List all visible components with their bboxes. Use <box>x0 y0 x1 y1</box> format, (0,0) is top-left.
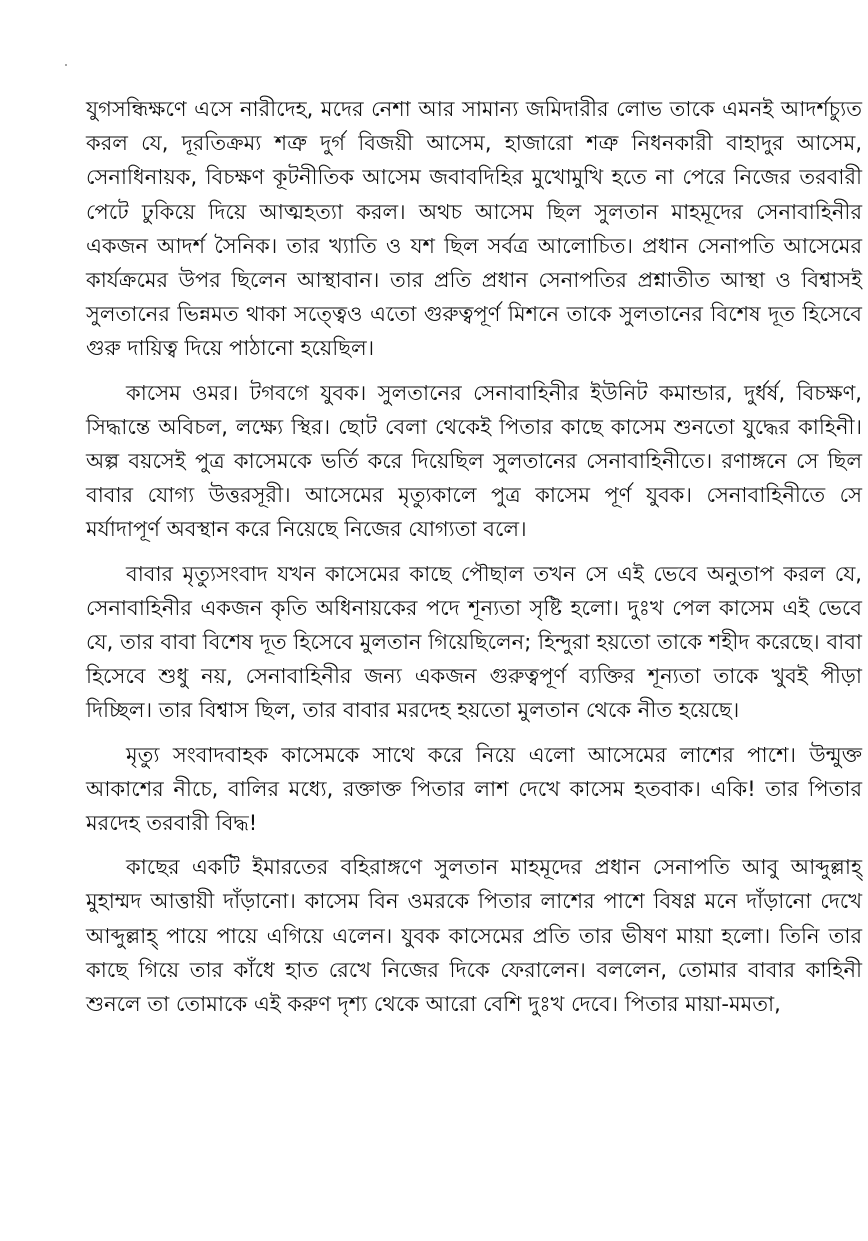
paragraph-5: কাছের একটি ইমারতের বহিরাঙ্গণে সুলতান মাহমূদের প্রধান সেনাপতি আবু আব্দুল্লাহ্ মুহাম্মদ আত্তায়ী দাঁড়ানো। কাসেম বিন ওমরকে পিতার লাশের পাশে বিষণ্ণ মনে দাঁড়ানো দেখে আব্দুল্লাহ্ পায়ে পায়ে এগিয়ে এলেন। যুবক কাসেমের প্রতি তার ভীষণ মায়া হলো। তিনি তার কাছে গিয়ে তার কাঁধে হাত রেখে নিজের দিকে ফেরালেন। বললেন, তোমার বাবার কাহিনী শুনলে তা তোমাকে এই করুণ দৃশ্য থেকে আরো বেশি দুঃখ দেবে। পিতার মায়া-মমতা, <box>86 855 862 1017</box>
paragraph-1: যুগসন্ধিক্ষণে এসে নারীদেহ, মদের নেশা আর সামান্য জমিদারীর লোভ তাকে এমনই আদর্শচ্যুত করল যে, দূরতিক্রম্য শত্রু দুর্গ বিজয়ী আসেম, হাজারো শত্রু নিধনকারী বাহাদুর আসেম, সেনাধিনায়ক, বিচক্ষণ কূটনীতিক আসেম জবাবদিহির মুখোমুখি হতে না পেরে নিজের তরবারী পেটে ঢুকিয়ে দিয়ে আত্মহত্যা করল। অথচ আসেম ছিল সুলতান মাহমূদের সেনাবাহিনীর একজন আদর্শ সৈনিক। তার খ্যাতি ও যশ ছিল সর্বত্র আলোচিত। প্রধান সেনাপতি আসেমের কার্যক্রমের উপর ছিলেন আস্থাবান। তার প্রতি প্রধান সেনাপতির প্রশ্নাতীত আস্থা ও বিশ্বাসই সুলতানের ভিন্নমত থাকা সত্ত্বেও এতো গুরুত্বপূর্ণ মিশনে তাকে সুলতানের বিশেষ দূত হিসেবে গুরু দায়িত্ব দিয়ে পাঠানো হয়েছিল। <box>86 97 862 361</box>
body-text <box>86 92 862 1021</box>
scan-speck <box>65 64 67 66</box>
paragraph-2: কাসেম ওমর। টগবগে যুবক। সুলতানের সেনাবাহিনীর ইউনিট কমান্ডার, দুর্ধর্ষ, বিচক্ষণ, সিদ্ধান্তে অবিচল, লক্ষ্যে স্থির। ছোট বেলা থেকেই পিতার কাছে কাসেম শুনতো যুদ্ধের কাহিনী। অল্প বয়সেই পুত্র কাসেমকে ভর্তি করে দিয়েছিল সুলতানের সেনাবাহিনীতে। রণাঙ্গনে সে ছিল বাবার যোগ্য উত্তরসূরী। আসেমের মৃত্যুকালে পুত্র কাসেম পূর্ণ যুবক। সেনাবাহিনীতে সে মর্যাদাপূর্ণ অবস্থান করে নিয়েছে নিজের যোগ্যতা বলে। <box>86 380 862 542</box>
paragraph-3: বাবার মৃত্যুসংবাদ যখন কাসেমের কাছে পৌছাল তখন সে এই ভেবে অনুতাপ করল যে, সেনাবাহিনীর একজন কৃতি অধিনায়কের পদে শূন্যতা সৃষ্টি হলো। দুঃখ পেল কাসেম এই ভেবে যে, তার বাবা বিশেষ দূত হিসেবে মুলতান গিয়েছিলেন; হিন্দুরা হয়তো তাকে শহীদ করেছে। বাবা হিসেবে শুধু নয়, সেনাবাহিনীর জন্য একজন গুরুত্বপূর্ণ ব্যক্তির শূন্যতা তাকে খুবই পীড়া দিচ্ছিল। তার বিশ্বাস ছিল, তার বাবার মরদেহ হয়তো মুলতান থেকে নীত হয়েছে। <box>86 561 862 723</box>
paragraph-4: মৃত্যু সংবাদবাহক কাসেমকে সাথে করে নিয়ে এলো আসেমের লাশের পাশে। উন্মুক্ত আকাশের নীচে, বালির মধ্যে, রক্তাক্ত পিতার লাশ দেখে কাসেম হতবাক। একি! তার পিতার মরদেহ তরবারী বিদ্ধ! <box>86 742 862 836</box>
